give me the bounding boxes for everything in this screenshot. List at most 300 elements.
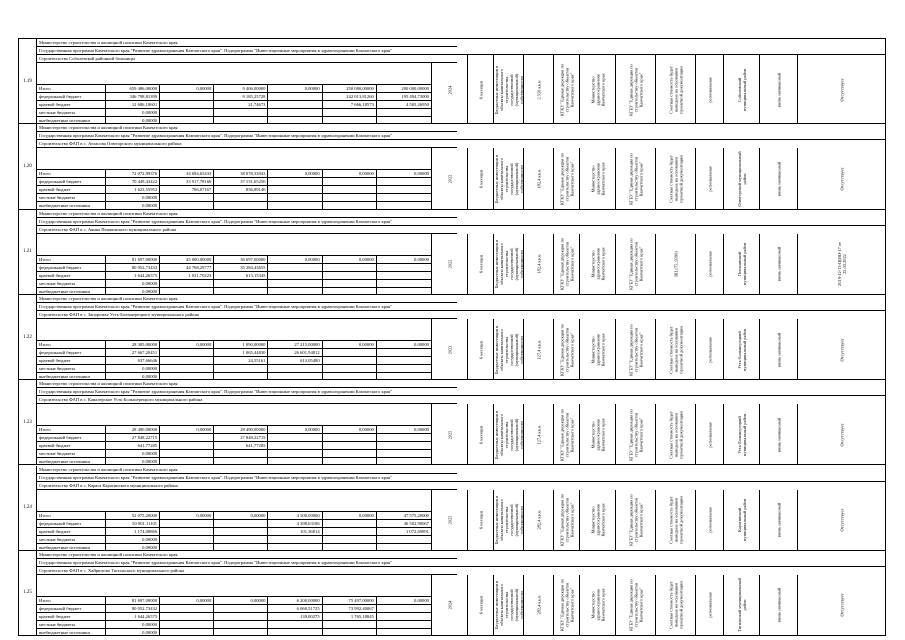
col-operator <box>616 404 656 465</box>
program-header: Государственная программа Камчатского края "Развитие здравоохранения Камчатского края". Подпрограмма "Инвестиционные мероприятия в здравоохранении Камчатского края" <box>37 218 885 226</box>
col-area <box>724 319 760 380</box>
finance-table <box>37 490 432 551</box>
col-operator <box>616 575 656 636</box>
finance-row <box>37 100 431 108</box>
col-customer <box>554 55 580 124</box>
col-year-text: 2024 <box>447 85 452 95</box>
col-area-text: Усть-Большерецкий муниципальный район <box>736 413 747 457</box>
col-year-text: 2023 <box>447 345 452 354</box>
finance-value: 1 765,18845 <box>323 613 377 620</box>
finance-value: 0,00000 <box>106 536 160 543</box>
finance-value: 195 494,73000 <box>401 94 429 99</box>
col-area <box>724 55 760 124</box>
finance-value: 0,00000 <box>160 341 214 348</box>
finance-value: 46 502,90067 <box>403 520 429 526</box>
finance-value: 38 078,33943 <box>214 170 268 177</box>
ministry-header: Министерство строительства и жилищной политики Камчатского края <box>37 124 457 132</box>
finance-source-label: краевой бюджет <box>37 186 106 193</box>
finance-value <box>323 194 377 201</box>
col-quality <box>656 575 696 636</box>
finance-source-label: краевой бюджет <box>37 357 106 364</box>
col-ministry-text: Министерство здравоохранения Камчатского края <box>590 418 605 452</box>
finance-row <box>37 356 431 364</box>
col-ministry-text: Министерство здравоохранения Камчатского края <box>590 162 605 196</box>
finance-value <box>268 93 322 100</box>
finance-value <box>214 288 268 295</box>
col-level-text: региональная <box>707 166 712 192</box>
col-customer-text: КГКУ "Единая дирекция по строительству объектов Камчатского края" <box>559 63 574 116</box>
finance-value: 4 500,00000 <box>268 512 322 519</box>
col-customer <box>554 148 580 209</box>
col-area-text: Карагинский муниципальный район <box>736 498 747 542</box>
col-level-text: региональная <box>707 592 712 619</box>
finance-value: 28 490,00000 <box>106 426 160 433</box>
finance-value: 7 666,18573 <box>323 101 377 108</box>
col-type <box>760 404 798 465</box>
finance-value <box>377 202 431 209</box>
finance-value <box>377 536 431 543</box>
finance-value: 641,77285 <box>214 442 268 449</box>
col-ministry <box>580 490 616 551</box>
finance-value: 0,00000 <box>106 288 160 295</box>
col-quality-text: ВЦ (75_9390) <box>673 251 678 277</box>
finance-value <box>377 621 431 628</box>
col-year-text: 2025 <box>447 430 452 440</box>
col-quality <box>656 148 696 209</box>
finance-value <box>268 202 322 209</box>
col-note <box>798 490 885 551</box>
finance-value <box>160 450 214 457</box>
col-stage <box>494 148 524 209</box>
finance-table <box>37 319 432 380</box>
finance-value <box>323 442 377 449</box>
project-block <box>19 466 885 551</box>
finance-value <box>214 458 268 465</box>
finance-value: 0,00000 <box>323 426 377 433</box>
finance-value <box>214 536 268 543</box>
col-ministry <box>580 319 616 380</box>
finance-value: 0,00000 <box>106 629 160 636</box>
finance-value: 1 644,26575 <box>106 272 160 279</box>
finance-value: 0,00000 <box>414 427 429 433</box>
finance-value <box>268 178 322 185</box>
finance-value: 659 486,00000 <box>106 85 160 92</box>
col-period <box>468 319 494 380</box>
finance-value <box>214 613 268 620</box>
col-ministry <box>580 148 616 209</box>
finance-value: 766,07167 <box>160 186 214 193</box>
row-number: 1.22 <box>19 295 37 379</box>
finance-source-label: Итого <box>37 170 106 177</box>
attribute-columns <box>432 575 885 636</box>
col-capacity-text: 127,4 кв.м <box>536 340 541 360</box>
finance-value: 346 798,81399 <box>106 93 160 100</box>
col-operator <box>616 490 656 551</box>
finance-value <box>160 458 214 465</box>
finance-value <box>377 280 431 287</box>
finance-row <box>37 527 431 535</box>
col-operator-text: КГБУ "Единая дирекция по строительству объектов Камчатского края" <box>628 494 643 547</box>
col-customer <box>554 404 580 465</box>
project-block <box>19 39 885 124</box>
finance-value <box>377 450 431 457</box>
col-ministry-text: Министерство здравоохранения Камчатского края <box>590 333 605 367</box>
finance-value: 0,00000 <box>106 458 160 465</box>
finance-value <box>268 365 322 372</box>
finance-value <box>377 194 431 201</box>
col-year <box>432 55 468 124</box>
finance-value <box>160 536 214 543</box>
col-note <box>798 148 885 209</box>
col-capacity <box>524 234 554 295</box>
finance-value <box>268 442 322 449</box>
finance-value <box>268 450 322 457</box>
col-operator <box>616 234 656 295</box>
finance-value: 0,00000 <box>268 85 322 92</box>
finance-value <box>214 280 268 287</box>
finance-row <box>37 255 431 263</box>
finance-value <box>160 434 214 441</box>
col-note-text: Отсутствует <box>839 78 844 102</box>
finance-value <box>323 621 377 628</box>
col-period <box>468 148 494 209</box>
finance-value <box>323 434 377 441</box>
finance-value: 4 505,26950 <box>405 102 429 107</box>
program-header: Государственная программа Камчатского края "Развитие здравоохранения Камчатского края". Подпрограмма "Инвестиционные мероприятия в здравоохранении Камчатского края" <box>37 388 885 396</box>
col-note <box>798 404 885 465</box>
col-year-text: 2025 <box>447 515 452 525</box>
finance-value <box>323 520 377 527</box>
finance-value <box>160 288 214 295</box>
col-level <box>696 319 724 380</box>
col-capacity-text: 282,4 кв.м <box>536 595 541 615</box>
col-stage-text: Бюджетные инвестиции в объекты капитального строительства государственной (муниципальной) собственности <box>494 581 524 630</box>
finance-value <box>323 117 377 124</box>
finance-value: 0,00000 <box>106 202 160 209</box>
col-customer-text: КГКУ "Единая дирекция по строительству объектов Камчатского края" <box>559 238 574 291</box>
finance-value <box>268 536 322 543</box>
col-ministry <box>580 404 616 465</box>
finance-value: 0,00000 <box>160 85 214 92</box>
col-quality-text: Сметная стоимость будет выведена на основании проектной документации <box>668 581 683 630</box>
col-stage-text: Бюджетные инвестиции в объекты капитального строительства государственной (муниципальной) собственности <box>494 325 524 374</box>
document-table <box>18 38 886 636</box>
finance-value: 27 848,22715 <box>106 434 160 441</box>
finance-row <box>37 185 431 193</box>
col-quality <box>656 234 696 295</box>
ministry-header: Министерство строительства и жилищной политики Камчатского края <box>37 210 457 218</box>
finance-value: 12 686,18601 <box>106 101 160 108</box>
finance-value <box>214 544 268 551</box>
finance-value: 6 200,00000 <box>268 597 322 604</box>
col-type-text: вновь начинаемый <box>776 246 781 282</box>
finance-value <box>268 101 322 108</box>
col-stage <box>494 490 524 551</box>
project-block <box>19 551 885 636</box>
finance-value: 9 185,25728 <box>214 93 268 100</box>
finance-value: 101,36814 <box>268 528 322 535</box>
col-type-text: вновь начинаемый <box>776 161 781 197</box>
finance-value <box>160 544 214 551</box>
finance-value <box>323 349 377 356</box>
attribute-columns <box>432 490 885 551</box>
col-area-text: Соболевский муниципальный район <box>736 68 747 111</box>
finance-value <box>377 272 431 279</box>
finance-value <box>160 442 214 449</box>
col-level-text: региональная <box>707 507 712 533</box>
finance-value: 0,00000 <box>160 512 214 519</box>
finance-row <box>37 372 431 380</box>
col-capacity <box>524 404 554 465</box>
finance-value: 28 305,00000 <box>106 341 160 348</box>
finance-value <box>160 280 214 287</box>
finance-row <box>37 425 431 433</box>
col-period <box>468 55 494 124</box>
project-title: Строительство ФАП в с. Карага Карагинского муниципального района <box>37 482 457 490</box>
finance-value <box>160 520 214 527</box>
col-capacity-text: 2 550 кв.м <box>536 80 541 100</box>
finance-value: 0,00000 <box>414 341 429 347</box>
finance-value <box>214 629 268 636</box>
finance-value <box>377 349 431 356</box>
ministry-header: Министерство строительства и жилищной политики Камчатского края <box>37 39 457 47</box>
finance-row <box>37 441 431 449</box>
ministry-header: Министерство строительства и жилищной политики Камчатского края <box>37 380 457 388</box>
finance-value: 0,00000 <box>106 109 160 116</box>
attribute-columns <box>432 319 885 380</box>
finance-value <box>268 109 322 116</box>
finance-value <box>160 373 214 380</box>
col-note-text: Отсутствует <box>839 423 844 447</box>
finance-source-label: местные бюджеты <box>37 621 106 628</box>
col-level-text: региональная <box>707 76 712 103</box>
finance-value: 0,00000 <box>160 426 214 433</box>
row-number: 1.19 <box>19 39 37 123</box>
row-number: 1.21 <box>19 210 37 294</box>
finance-source-label: местные бюджеты <box>37 365 106 372</box>
finance-value <box>268 186 322 193</box>
finance-source-label: федеральный бюджет <box>37 605 106 612</box>
finance-value: 0,00000 <box>106 194 160 201</box>
finance-value <box>377 288 431 295</box>
finance-value: 1 031,70223 <box>160 272 214 279</box>
col-area-text: Пенжинский муниципальный район <box>736 242 747 286</box>
finance-row <box>37 279 431 287</box>
col-type-text: вновь начинаемый <box>776 417 781 453</box>
finance-value: 242 013,81260 <box>323 93 377 100</box>
finance-source-label: местные бюджеты <box>37 109 106 116</box>
finance-value: 0,00000 <box>106 280 160 287</box>
col-customer <box>554 319 580 380</box>
finance-value <box>214 621 268 628</box>
finance-row <box>37 449 431 457</box>
finance-value <box>214 109 268 116</box>
finance-value: 72 072,99376 <box>106 170 160 177</box>
col-level <box>696 575 724 636</box>
finance-value: 81 697,00000 <box>106 597 160 604</box>
col-period <box>468 575 494 636</box>
col-operator <box>616 55 656 124</box>
finance-value: 45 000,00000 <box>160 256 214 263</box>
finance-value <box>377 186 431 193</box>
finance-source-label: внебюджетные источники <box>37 544 106 551</box>
col-stage-text: Бюджетные инвестиции в объекты капитального строительства государственной (муниципальной) собственности <box>494 496 524 545</box>
finance-value <box>323 544 377 551</box>
col-ministry-text: Министерство здравоохранения Камчатского края <box>590 73 605 107</box>
col-year <box>432 148 468 209</box>
finance-value: 73 992,40067 <box>323 605 377 612</box>
finance-value: 34 694,65433 <box>160 170 214 177</box>
project-title: Строительство Соболевской районной больницы <box>37 55 457 63</box>
col-note <box>798 234 885 295</box>
col-level-text: региональная <box>707 336 712 363</box>
finance-row <box>37 457 431 465</box>
col-customer-text: КГКУ "Единая дирекция по строительству объектов Камчатского края" <box>559 323 574 376</box>
project-title: Строительство ФАП в с. Запорожье Усть-Большерецкого муниципального района <box>37 311 457 319</box>
col-type <box>760 234 798 295</box>
row-number: 1.24 <box>19 466 37 550</box>
col-capacity <box>524 490 554 551</box>
row-number: 1.23 <box>19 380 37 464</box>
finance-value: 36 697,00000 <box>214 256 268 263</box>
finance-value: 21,74673 <box>214 101 268 108</box>
col-operator-text: КГБУ "Единая дирекция по строительству объектов Камчатского края" <box>628 153 643 205</box>
col-customer <box>554 575 580 636</box>
col-ministry-text: Министерство здравоохранения Камчатского края <box>590 503 605 537</box>
finance-value <box>323 528 377 535</box>
col-ministry <box>580 55 616 124</box>
finance-row <box>37 271 431 279</box>
col-year <box>432 234 468 295</box>
program-header: Государственная программа Камчатского края "Развитие здравоохранения Камчатского края". Подпрограмма "Инвестиционные мероприятия в здравоохранении Камчатского края" <box>37 303 885 311</box>
finance-value <box>268 544 322 551</box>
finance-value <box>160 93 214 100</box>
finance-value: 44 768,29777 <box>160 264 214 271</box>
finance-value: 0,00000 <box>160 597 214 604</box>
finance-value <box>160 365 214 372</box>
finance-table <box>37 404 432 465</box>
finance-row <box>37 340 431 348</box>
finance-value: 24,55161 <box>214 357 268 364</box>
finance-value <box>214 202 268 209</box>
col-stage-text: Бюджетные инвестиции в объекты капитального строительства государственной (муниципальной) собственности <box>494 65 524 114</box>
finance-value <box>268 280 322 287</box>
col-period <box>468 234 494 295</box>
finance-value: 75 497,00000 <box>323 597 377 604</box>
finance-value <box>323 629 377 636</box>
finance-value: 9 406,00000 <box>214 85 268 92</box>
finance-value: 0,00000 <box>268 256 322 263</box>
finance-value: 0,00000 <box>106 365 160 372</box>
finance-row <box>37 263 431 271</box>
finance-source-label: федеральный бюджет <box>37 264 106 271</box>
col-ministry <box>580 234 616 295</box>
finance-value: 0,00000 <box>323 341 377 348</box>
finance-value <box>160 349 214 356</box>
col-operator-text: КГБУ "Единая дирекция по строительству объектов Камчатского края" <box>628 323 643 376</box>
finance-value: 0,00000 <box>106 544 160 551</box>
finance-value <box>214 373 268 380</box>
finance-value: 200 000,00000 <box>401 86 429 91</box>
col-stage <box>494 234 524 295</box>
finance-value <box>323 365 377 372</box>
col-capacity <box>524 55 554 124</box>
finance-value: 637,66646 <box>106 357 160 364</box>
finance-value: 6 060,51725 <box>268 605 322 612</box>
ministry-header: Министерство строительства и жилищной политики Камчатского края <box>37 551 457 559</box>
finance-value <box>160 629 214 636</box>
attribute-columns <box>432 55 885 124</box>
finance-value: 0,00000 <box>106 117 160 124</box>
finance-value: 80 052,73432 <box>106 264 160 271</box>
col-stage <box>494 404 524 465</box>
col-quality-text: Сметная стоимость будет выведена на основании проектной документации <box>668 411 683 459</box>
finance-value <box>160 605 214 612</box>
finance-value <box>323 357 377 364</box>
finance-row <box>37 620 431 628</box>
col-note <box>798 55 885 124</box>
project-title: Строительство ФАП в с. Кавалерское Усть-Большерецкого муниципального района <box>37 396 457 404</box>
finance-value: 1 072,69891 <box>405 528 429 534</box>
col-level-text: региональная <box>707 422 712 448</box>
col-ministry-text: Министерство здравоохранения Камчатского края <box>590 247 605 281</box>
col-note-text: Отсутствует <box>839 167 844 191</box>
finance-row <box>37 604 431 612</box>
finance-table <box>37 148 432 209</box>
finance-value <box>323 272 377 279</box>
finance-table <box>37 234 432 295</box>
attribute-columns <box>432 234 885 295</box>
finance-source-label: Итого <box>37 597 106 604</box>
finance-value <box>323 280 377 287</box>
col-type-text: вновь начинаемый <box>776 72 781 108</box>
finance-value: 250 080,00000 <box>323 85 377 92</box>
finance-value <box>377 629 431 636</box>
col-operator-text: КГБУ "Единая дирекция по строительству объектов Камчатского края" <box>628 579 643 632</box>
finance-row <box>37 612 431 620</box>
finance-value <box>377 178 431 185</box>
ministry-header: Министерство строительства и жилищной политики Камчатского края <box>37 466 457 474</box>
col-level <box>696 234 724 295</box>
finance-source-label: внебюджетные источники <box>37 202 106 209</box>
finance-value <box>268 373 322 380</box>
finance-row <box>37 201 431 209</box>
col-operator-text: КГБУ "Единая дирекция по строительству объектов Камчатского края" <box>628 63 643 116</box>
finance-value <box>160 117 214 124</box>
col-level <box>696 148 724 209</box>
finance-value <box>377 365 431 372</box>
col-capacity <box>524 319 554 380</box>
finance-value: 0,00000 <box>414 171 429 177</box>
project-block <box>19 295 885 380</box>
finance-value <box>323 458 377 465</box>
col-period-text: 6 месяцев <box>478 340 483 359</box>
col-operator-text: КГБУ "Единая дирекция по строительству объектов Камчатского края" <box>628 238 643 291</box>
finance-source-label: внебюджетные источники <box>37 629 106 636</box>
finance-value <box>214 520 268 527</box>
col-type-text: вновь начинаемый <box>776 332 781 367</box>
program-header: Государственная программа Камчатского края "Развитие здравоохранения Камчатского края". Подпрограмма "Инвестиционные мероприятия в здравоохранении Камчатского края" <box>37 559 885 567</box>
finance-value <box>268 264 322 271</box>
finance-value <box>268 288 322 295</box>
col-capacity-text: 282,4 кв.м <box>536 510 541 530</box>
finance-value: 37 131,65256 <box>214 178 268 185</box>
col-stage <box>494 319 524 380</box>
col-year-text: 2022 <box>447 259 452 269</box>
finance-value <box>160 202 214 209</box>
col-note-text: 2019-12-13-ЦОЮ-17 от 25.03.2022 <box>836 242 847 287</box>
finance-value <box>160 613 214 620</box>
